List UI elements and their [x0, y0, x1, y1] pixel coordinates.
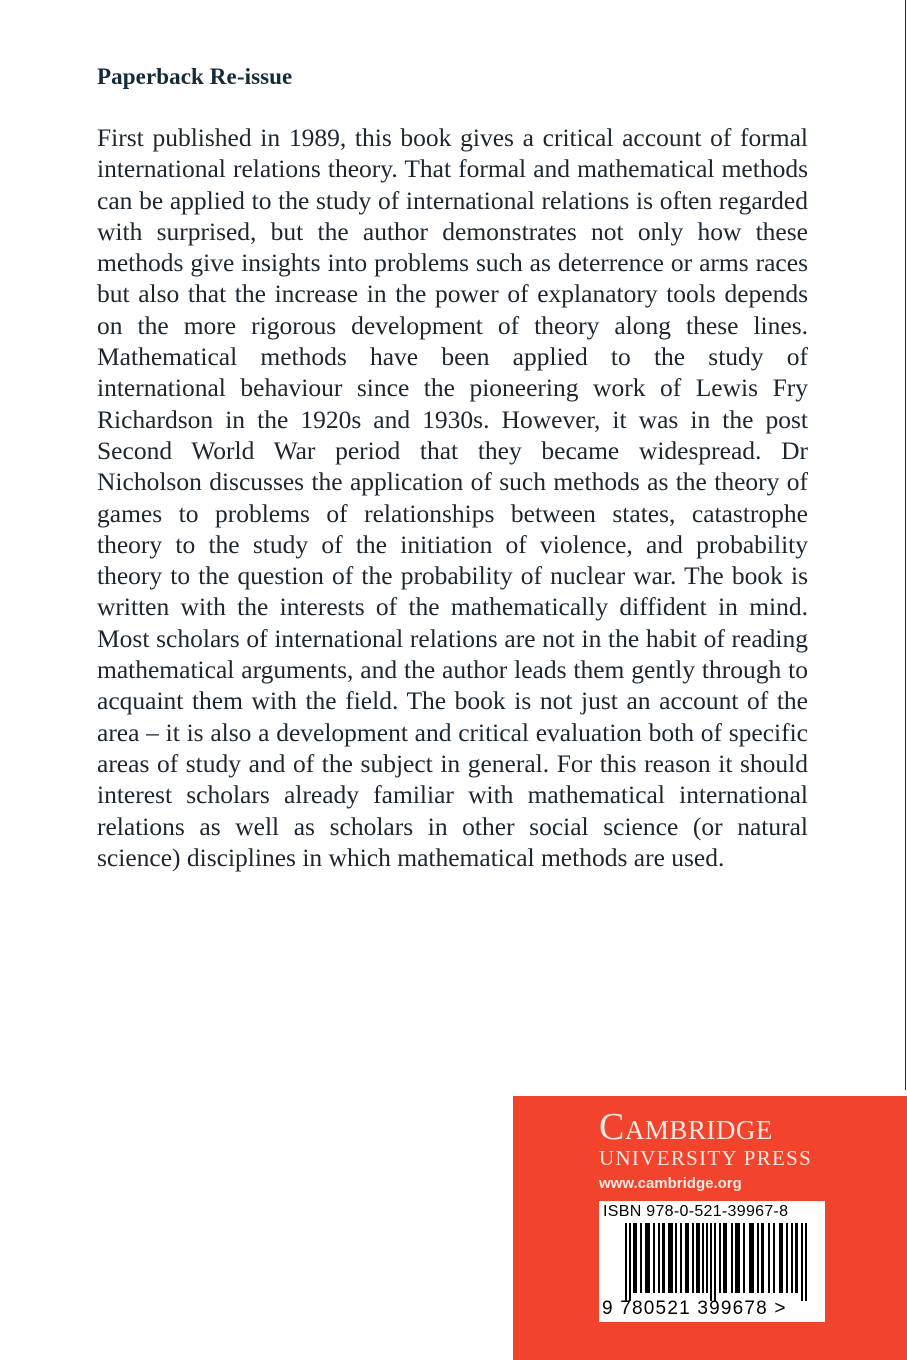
publisher-subtitle: UNIVERSITY PRESS	[599, 1146, 813, 1170]
barcode-icon	[603, 1223, 821, 1301]
barcode-box	[599, 1201, 825, 1322]
publisher-block	[513, 1096, 907, 1360]
spine-edge-line	[905, 0, 906, 1090]
book-description: First published in 1989, this book gives a critical account of formal international relations theory. That formal and mathematical methods can be applied to the study of international relations is often regarded with surprised, but the author demonstrates not only how these methods give insights into problems such as deterrence or arms races but also that the increase in the power of explanatory tools depends on the more rigorous development of theory along these lines. Mathematical methods have been applied to the study of international behaviour since the pioneering work of Lewis Fry Richardson in the 1920s and 1930s. However, it was in the post Second World War period that they became widespread. Dr Nicholson discusses the application of such methods as the theory of games to problems of relationships between states, catastrophe theory to the study of the initiation of violence, and probability theory to the question of the probability of nuclear war. The book is written with the interests of the mathematically diffident in mind. Most scholars of international relations are not in the habit of reading mathematical arguments, and the author leads them gently through to acquaint them with the field. The book is not just an account of the area – it is also a development and critical evaluation both of specific areas of study and of the subject in general. For this reason it should interest scholars already familiar with mathematical international relations as well as scholars in other social science (or natural science) disciplines in which mathematical methods are used.	[97, 123, 808, 872]
isbn-label: ISBN 978-0-521-39967-8	[603, 1203, 789, 1220]
heading-paperback-reissue: Paperback Re-issue	[97, 64, 293, 89]
ean-digits: 9 780521 399678 >	[602, 1298, 787, 1319]
publisher-name: Cambridge	[599, 1106, 773, 1148]
publisher-url: www.cambridge.org	[599, 1175, 742, 1192]
